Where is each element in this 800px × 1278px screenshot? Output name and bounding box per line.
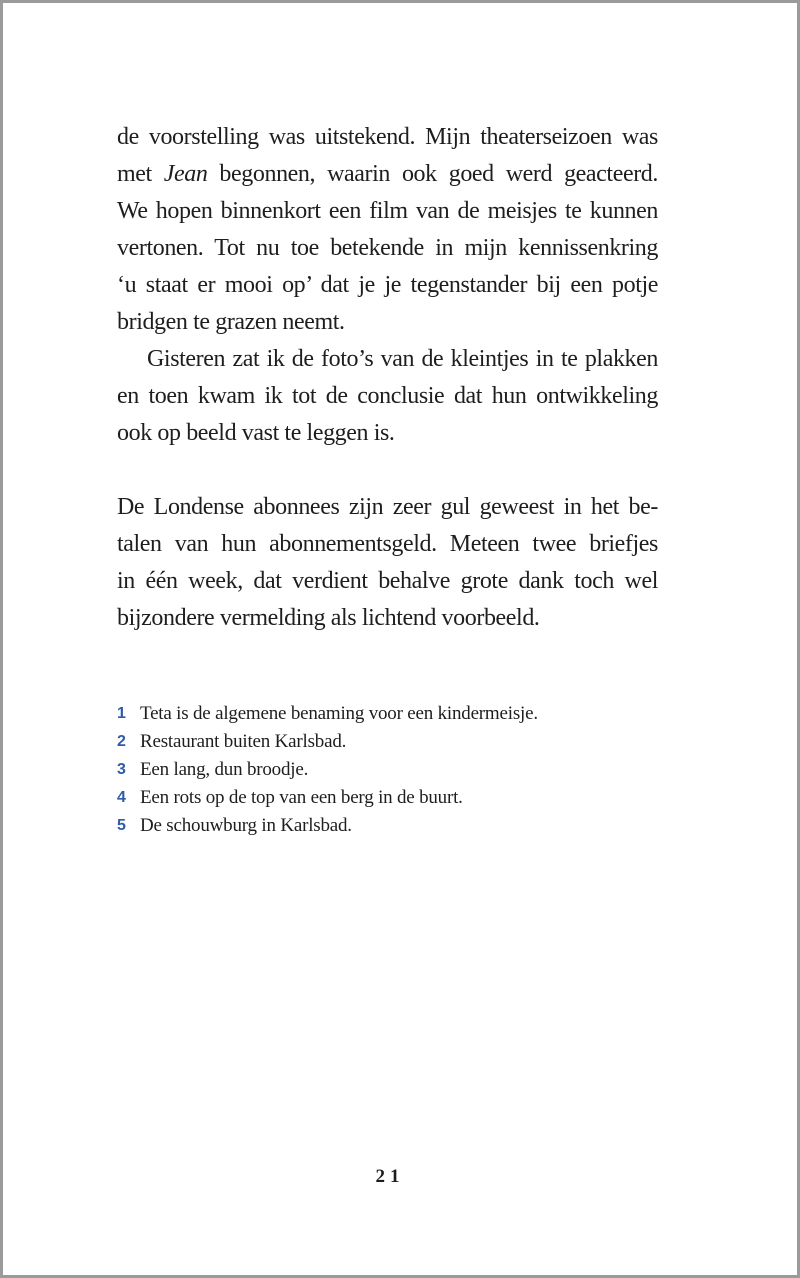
footnote-text: Een rots op de top van een berg in de buurt. — [140, 787, 463, 808]
text-line: We hopen binnenkort een film van de meisjes te kunnen — [117, 198, 658, 224]
footnote-number: 5 — [117, 817, 126, 834]
footnote-item — [117, 812, 658, 840]
text-line: ook op beeld vast te leggen is. — [117, 420, 395, 446]
footnote-item — [117, 784, 658, 812]
paragraph — [117, 119, 658, 341]
text-line: met Jean begonnen, waarin ook goed werd geacteerd. — [117, 161, 658, 187]
footnote-text: De schouwburg in Karlsbad. — [140, 815, 352, 836]
footnote-number: 3 — [117, 761, 126, 778]
paragraph — [117, 341, 658, 452]
text-line: en toen kwam ik tot de conclusie dat hun ontwikkeling — [117, 383, 658, 409]
page-number: 21 — [375, 1166, 405, 1187]
text-line: in één week, dat verdient behalve grote dank toch wel — [117, 568, 658, 594]
footnote-number: 1 — [117, 705, 126, 722]
text-line: Gisteren zat ik de foto’s van de kleintjes in te plakken — [147, 346, 658, 372]
paragraph — [117, 489, 658, 637]
text-line: vertonen. Tot nu toe betekende in mijn kennissenkring — [117, 235, 658, 261]
text-line: talen van hun abonnementsgeld. Meteen twee briefjes — [117, 531, 658, 557]
body-text — [117, 119, 658, 637]
footnote-text: Een lang, dun broodje. — [140, 759, 309, 780]
text-line: de voorstelling was uitstekend. Mijn theaterseizoen was — [117, 124, 658, 150]
footnote-number: 4 — [117, 789, 126, 806]
text-line: ‘u staat er mooi op’ dat je je tegenstander bij een potje — [117, 272, 658, 298]
footnote-item — [117, 728, 658, 756]
text-line: De Londense abonnees zijn zeer gul geweest in het be- — [117, 494, 658, 520]
footnote-item — [117, 756, 658, 784]
footnotes — [117, 700, 658, 840]
footnote-item — [117, 700, 658, 728]
text-line: bridgen te grazen neemt. — [117, 309, 345, 335]
footnote-text: Teta is de algemene benaming voor een kindermeisje. — [140, 703, 538, 724]
footnote-number: 2 — [117, 733, 126, 750]
footnote-text: Restaurant buiten Karlsbad. — [140, 731, 347, 752]
text-line: bijzondere vermelding als lichtend voorbeeld. — [117, 605, 540, 631]
